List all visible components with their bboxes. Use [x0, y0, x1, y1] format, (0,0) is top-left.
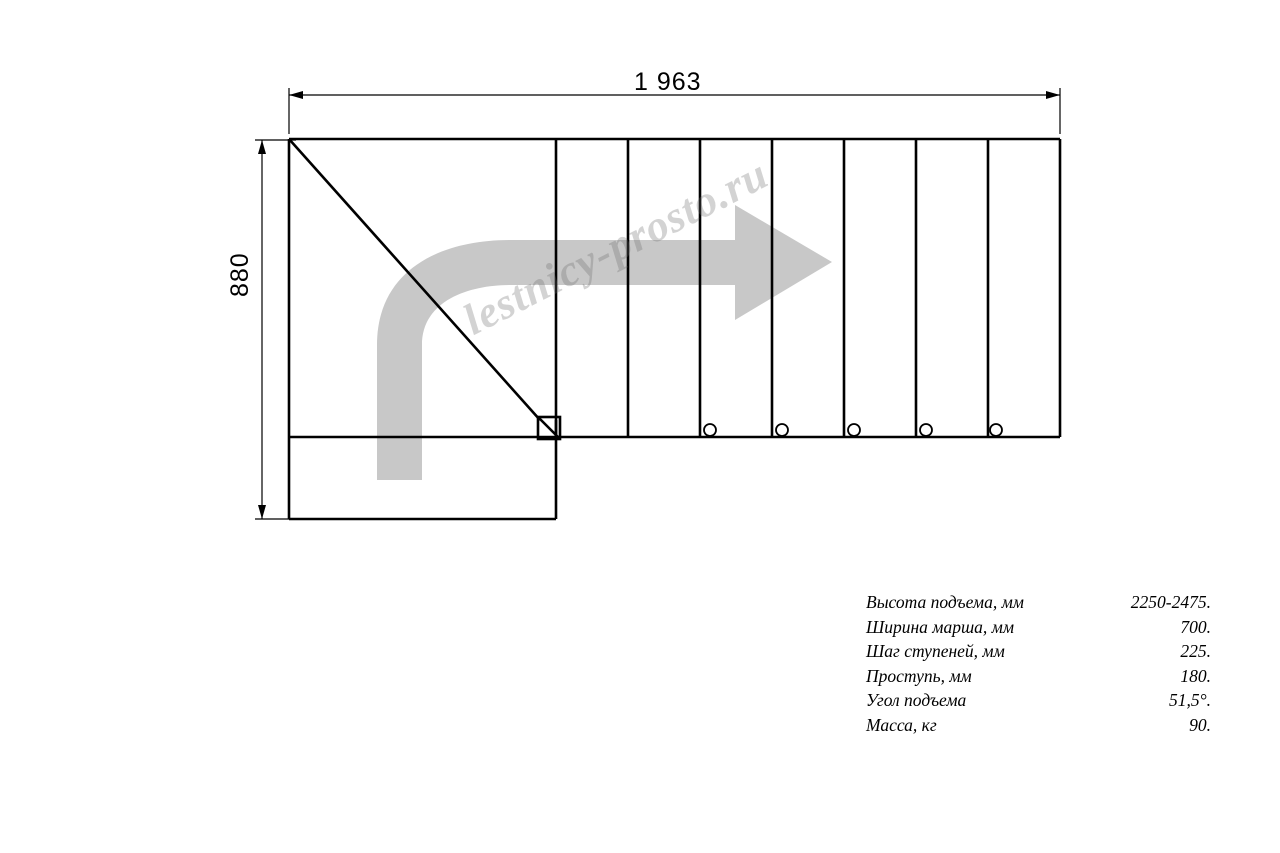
table-row [866, 713, 1211, 738]
table-row [866, 615, 1211, 640]
spec-value: 180. [1180, 665, 1211, 686]
spec-value: 90. [1189, 714, 1211, 735]
spec-label: Ширина марша, мм [866, 616, 1015, 637]
watermark-text: lestnicy-prosto.ru [455, 148, 776, 345]
table-row [866, 590, 1211, 615]
direction-of-travel-arrow [377, 205, 832, 480]
spec-label: Шаг ступеней, мм [866, 641, 1005, 661]
specification-table [866, 590, 1211, 737]
spec-value: 700. [1180, 616, 1211, 637]
table-row [866, 664, 1211, 689]
spec-label: Высота подъема, мм [866, 592, 1024, 612]
dimension-height-label: 880 [226, 252, 254, 297]
tread-riser-lines [556, 139, 988, 437]
spec-value: 2250-2475. [1130, 592, 1211, 612]
table-row [866, 639, 1211, 664]
table-row [866, 688, 1211, 713]
spec-label: Угол подъема [866, 690, 967, 710]
spec-label: Проступь, мм [866, 665, 972, 686]
baluster-markers [704, 424, 1002, 436]
spec-value: 225. [1180, 641, 1211, 661]
dimension-width-label: 1 963 [634, 68, 702, 96]
spec-label: Масса, кг [866, 714, 937, 735]
spec-value: 51,5°. [1169, 690, 1211, 710]
